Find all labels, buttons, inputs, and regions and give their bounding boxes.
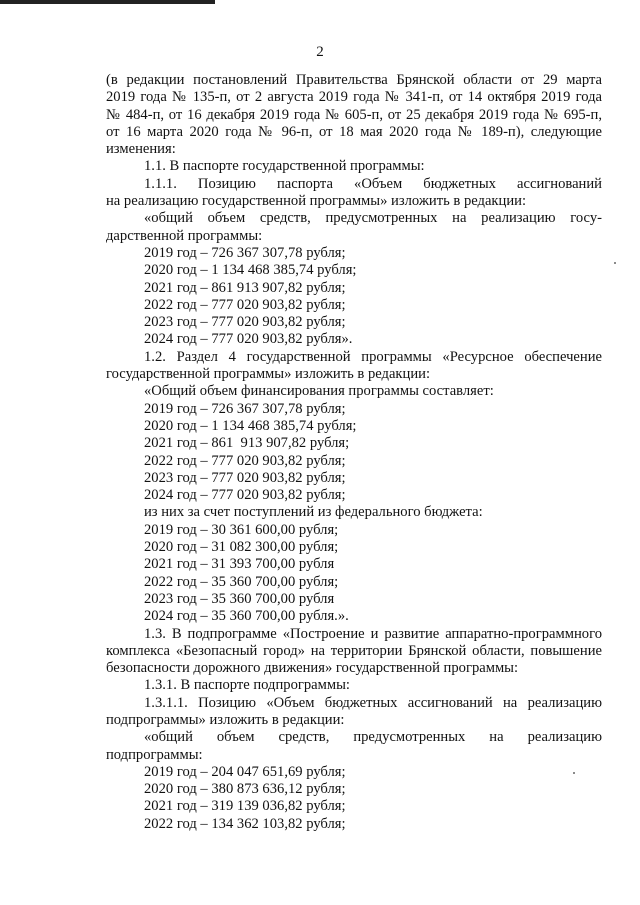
funding-year-line: 2024 год – 777 020 903,82 рубля». xyxy=(144,331,353,348)
subprogram-year-line: 2020 год – 380 873 636,12 рубля; xyxy=(144,781,346,798)
funding-year-line: 2019 год – 726 367 307,78 рубля; xyxy=(144,400,346,417)
federal-year-line: 2019 год – 30 361 600,00 рубля; xyxy=(144,521,339,538)
section-1-2-quote: «Общий объем финансирования программы составляет: xyxy=(144,383,494,400)
intro-line: (в редакции постановлений Правительства Брянской области от 29 марта xyxy=(106,72,602,88)
section-1-1-heading: 1.1. В паспорте государственной программы: xyxy=(144,158,425,175)
section-1-1-1-line: 1.1.1. Позицию паспорта «Объем бюджетных ассигнований xyxy=(144,175,602,192)
document-body xyxy=(106,72,602,833)
federal-year-line: 2024 год – 35 360 700,00 рубля.». xyxy=(144,608,349,625)
section-1-1-1-line: на реализацию государственной программы» изложить в редакции: xyxy=(106,193,527,210)
section-1-3-line: безопасности дорожного движения» государственной программы: xyxy=(106,660,519,677)
section-1-3-line: комплекса «Безопасный город» на территории Брянской области, повышение xyxy=(106,642,602,659)
intro-line: изменения: xyxy=(106,141,176,158)
funding-year-line: 2020 год – 1 134 468 385,74 рубля; xyxy=(144,262,357,279)
intro-line: № 484-п, от 16 декабря 2019 года № 605-п, от 25 декабря 2019 года № 695-п, xyxy=(106,106,602,123)
section-1-3-1-1-quote-line: «общий объем средств, предусмотренных на реализацию xyxy=(144,729,602,746)
subprogram-year-line: 2019 год – 204 047 651,69 рубля; xyxy=(144,763,346,780)
subprogram-year-line: 2022 год – 134 362 103,82 рубля; xyxy=(144,815,346,832)
federal-year-line: 2021 год – 31 393 700,00 рубля xyxy=(144,556,335,573)
top-scan-rule xyxy=(0,0,215,4)
section-1-3-1-1-line: 1.3.1.1. Позицию «Объем бюджетных ассигнований на реализацию xyxy=(144,694,602,711)
funding-year-line: 2023 год – 777 020 903,82 рубля; xyxy=(144,314,346,331)
funding-year-line: 2020 год – 1 134 468 385,74 рубля; xyxy=(144,417,357,434)
scan-speck xyxy=(573,772,575,774)
federal-year-line: 2022 год – 35 360 700,00 рубля; xyxy=(144,573,339,590)
funding-year-line: 2022 год – 777 020 903,82 рубля; xyxy=(144,452,346,469)
scan-speck xyxy=(614,262,616,264)
intro-line: от 16 марта 2020 года № 96-п, от 18 мая 2020 года № 189-п), следующие xyxy=(106,123,602,140)
section-1-3-1-heading: 1.3.1. В паспорте подпрограммы: xyxy=(144,677,350,694)
section-1-3-1-1-line: подпрограммы» изложить в редакции: xyxy=(106,711,345,728)
funding-year-line: 2022 год – 777 020 903,82 рубля; xyxy=(144,296,346,313)
intro-line: 2019 года № 135-п, от 2 августа 2019 года № 341-п, от 14 октября 2019 года xyxy=(106,89,602,106)
funding-year-line: 2021 год – 861 913 907,82 рубля; xyxy=(144,435,350,452)
section-1-1-1-quote-line: «общий объем средств, предусмотренных на реализацию госу- xyxy=(144,210,602,227)
subprogram-year-line: 2021 год – 319 139 036,82 рубля; xyxy=(144,798,346,815)
funding-year-line: 2019 год – 726 367 307,78 рубля; xyxy=(144,244,346,261)
funding-year-line: 2024 год – 777 020 903,82 рубля; xyxy=(144,487,346,504)
section-1-3-1-1-quote-line: подпрограммы: xyxy=(106,746,203,763)
funding-year-line: 2023 год – 777 020 903,82 рубля; xyxy=(144,469,346,486)
federal-budget-intro: из них за счет поступлений из федерального бюджета: xyxy=(144,504,483,521)
federal-year-line: 2023 год – 35 360 700,00 рубля xyxy=(144,590,335,607)
section-1-2-line: государственной программы» изложить в редакции: xyxy=(106,366,431,383)
page-number: 2 xyxy=(316,44,324,60)
federal-year-line: 2020 год – 31 082 300,00 рубля; xyxy=(144,539,339,556)
funding-year-line: 2021 год – 861 913 907,82 рубля; xyxy=(144,279,346,296)
section-1-2-line: 1.2. Раздел 4 государственной программы «Ресурсное обеспечение xyxy=(144,348,602,365)
section-1-1-1-quote-line: дарственной программы: xyxy=(106,227,263,244)
section-1-3-line: 1.3. В подпрограмме «Построение и развитие аппаратно-программного xyxy=(144,625,602,642)
